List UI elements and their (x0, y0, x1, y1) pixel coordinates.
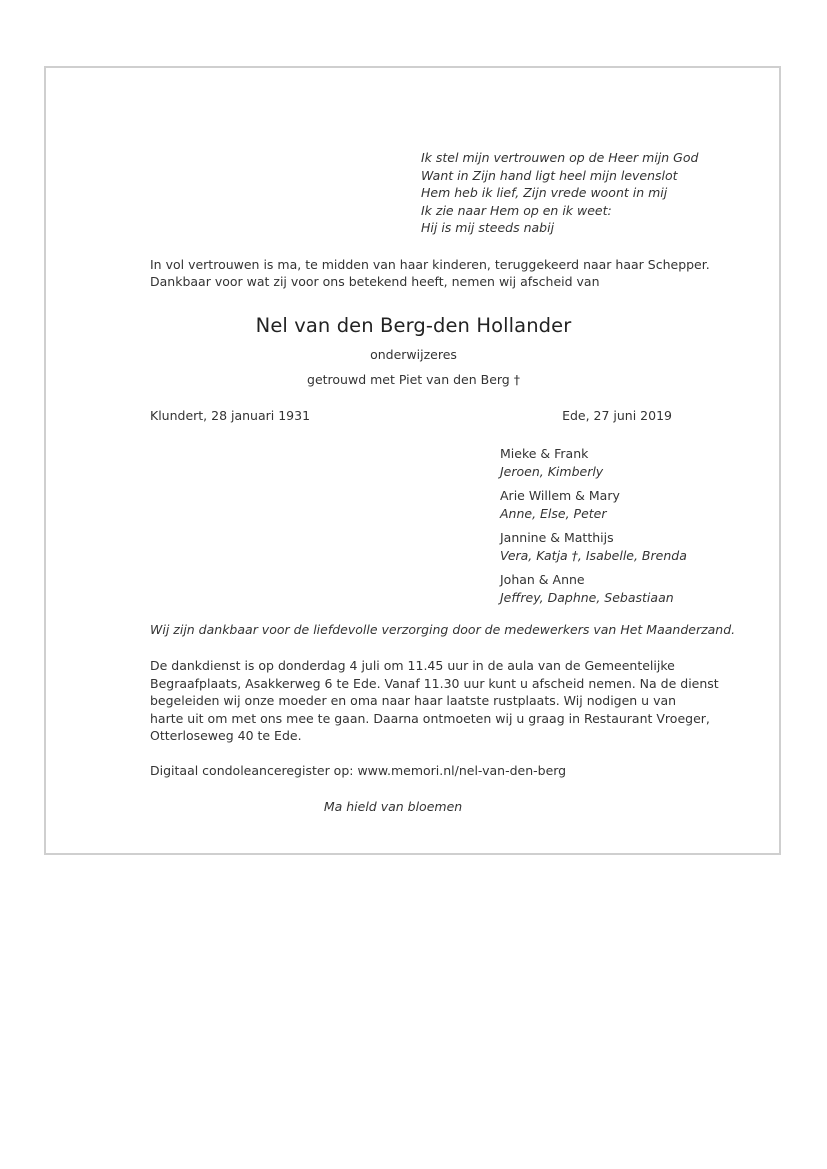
service-line: Otterloseweg 40 te Ede. (150, 728, 302, 744)
family-parents: Johan & Anne (500, 572, 585, 587)
poem-line: Hij is mij steeds nabij (421, 220, 555, 236)
family-children: Anne, Else, Peter (500, 505, 607, 521)
deceased-profession: onderwijzeres (370, 347, 457, 362)
family-group (500, 487, 687, 529)
family-children: Vera, Katja †, Isabelle, Brenda (500, 547, 687, 563)
poem-line: Hem heb ik lief, Zijn vrede woont in mij (421, 185, 668, 201)
poem-line: Want in Zijn hand ligt heel mijn levenslot (421, 167, 678, 183)
service-line: Begraafplaats, Asakkerweg 6 te Ede. Vanaf 11.30 uur kunt u afscheid nemen. Na de dienst (150, 675, 719, 691)
intro-line: Dankbaar voor wat zij voor ons betekend heeft, nemen wij afscheid van (150, 274, 600, 289)
family-children: Jeffrey, Daphne, Sebastiaan (500, 589, 674, 605)
service-text (150, 657, 719, 745)
poem-line: Ik zie naar Hem op en ik weet: (421, 202, 612, 218)
condolence-register: Digitaal condoleanceregister op: www.memori.nl/nel-van-den-berg (150, 763, 567, 778)
intro-line: In vol vertrouwen is ma, te midden van haar kinderen, teruggekeerd naar haar Schepper. (150, 257, 710, 272)
married-to: getrouwd met Piet van den Berg † (307, 372, 520, 387)
service-line: harte uit om met ons mee te gaan. Daarna ontmoeten wij u graag in Restaurant Vroeger, (150, 710, 710, 726)
service-line: De dankdienst is op donderdag 4 juli om 11.45 uur in de aula van de Gemeentelijke (150, 658, 675, 673)
death-date-place: Ede, 27 juni 2019 (562, 408, 672, 423)
family-parents: Jannine & Matthijs (500, 530, 614, 545)
service-line: begeleiden wij onze moeder en oma naar haar laatste rustplaats. Wij nodigen u van (150, 693, 677, 709)
birth-date-place: Klundert, 28 januari 1931 (150, 408, 311, 423)
family-children: Jeroen, Kimberly (500, 463, 604, 479)
poem (421, 149, 698, 237)
closing-note: Ma hield van bloemen (323, 799, 463, 814)
family-group (500, 529, 687, 571)
family-parents: Mieke & Frank (500, 446, 589, 461)
deceased-name: Nel van den Berg-den Hollander (255, 314, 572, 337)
intro-text (150, 256, 710, 290)
family-parents: Arie Willem & Mary (500, 488, 620, 503)
family-group (500, 571, 687, 613)
family-group (500, 445, 687, 487)
family-list (500, 445, 687, 613)
poem-line: Ik stel mijn vertrouwen op de Heer mijn God (421, 150, 699, 165)
thanks-text: Wij zijn dankbaar voor de liefdevolle verzorging door de medewerkers van Het Maanderzand. (150, 622, 736, 637)
